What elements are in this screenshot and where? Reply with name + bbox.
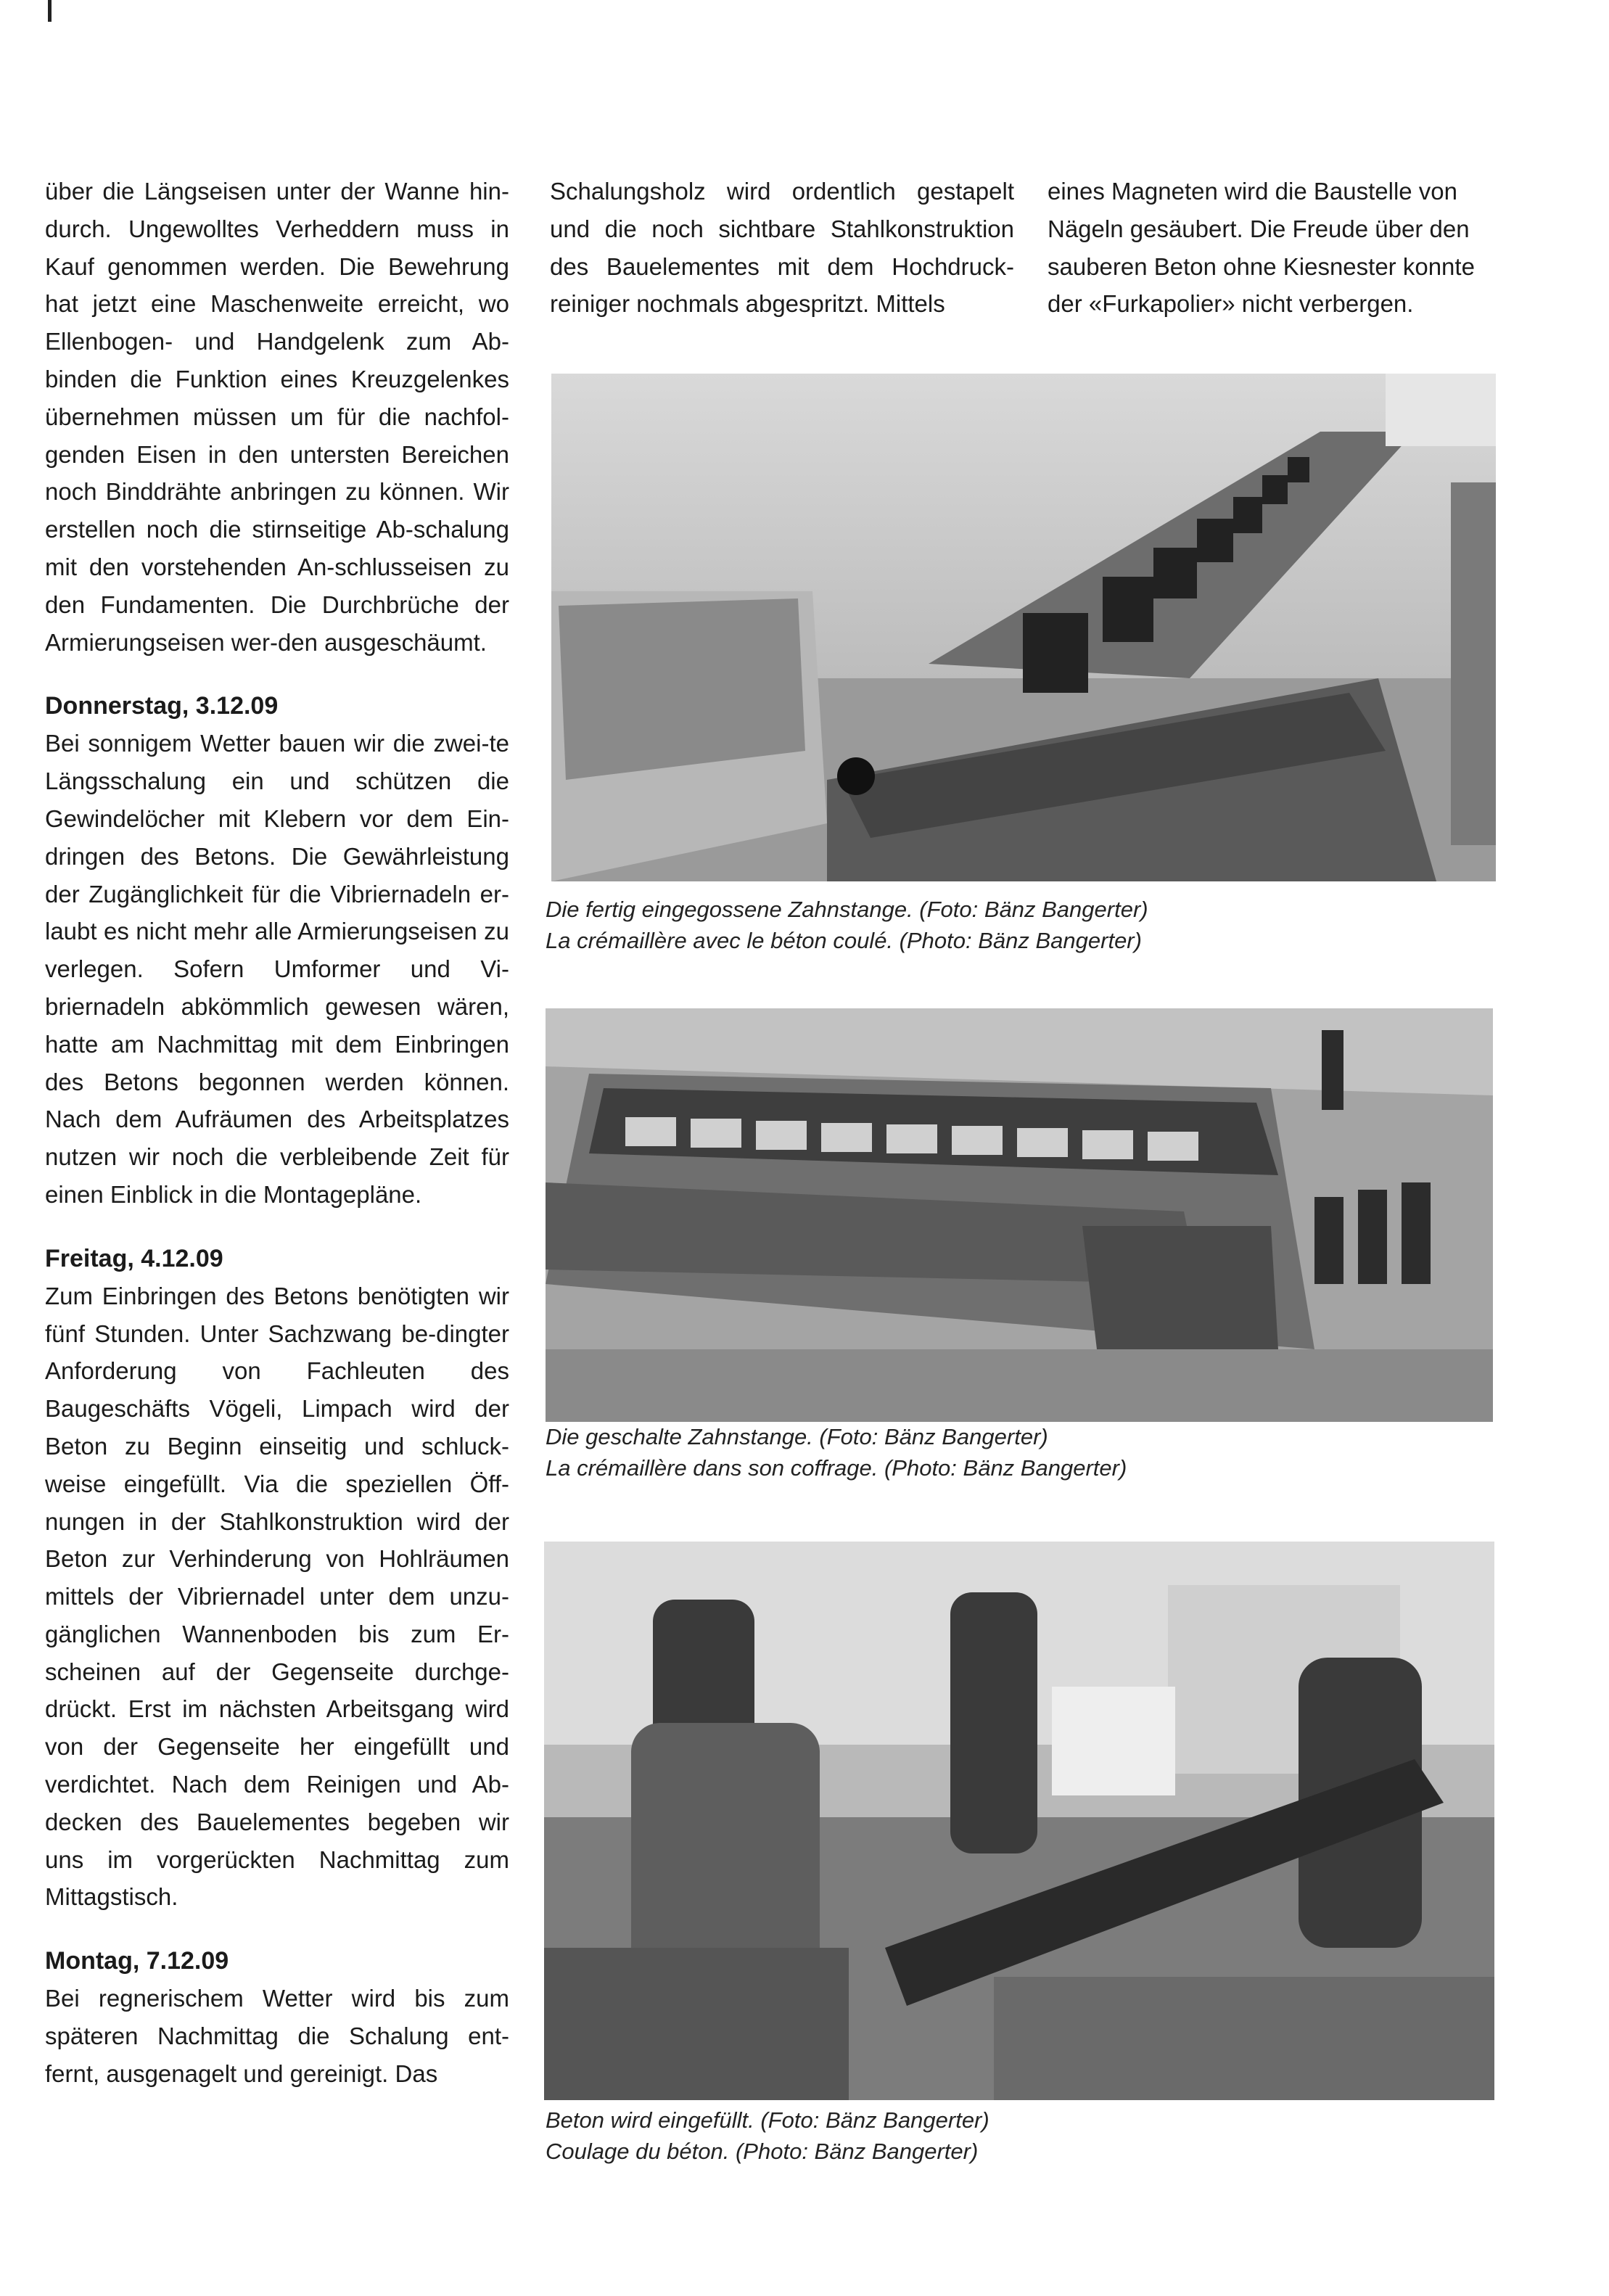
section-text-donnerstag: Bei sonnigem Wetter bauen wir die zwei-te Längsschalung ein und schützen die Gewindelöcher mit Klebern vor dem Ein-dringen des Betons. Die Gewährleistung der Zugänglichkeit für die Vibriernadeln er-laubt es nicht mehr alle Armierungseisen zu verlegen. Sofern Umformer und Vi-briernadeln abkömmlich gewesen wären, hatte am Nachmittag mit dem Einbringen des Betons begonnen werden können. Nach dem Aufräumen des Arbeitsplatzes nutzen wir noch die verbleibende Zeit für einen Einblick in die Montagepläne. xyxy=(45,730,509,1208)
section-text-freitag: Zum Einbringen des Betons benötigten wir fünf Stunden. Unter Sachzwang be-dingter Anforderung von Fachleuten des Baugeschäfts Vögeli, Limpach wird der Beton zu Beginn einseitig und schluck-weise eingefüllt. Via die speziellen Öff-nungen in der Stahlkonstruktion wird der Beton zur Verhinderung von Hohlräumen mittels der Vibriernadel unter dem unzu-gänglichen Wannenboden bis zum Er-scheinen auf der Gegenseite durchge-drückt. Erst im nächsten Arbeitsgang wird von der Gegenseite her eingefüllt und verdichtet. Nach dem Reinigen und Ab-decken des Bauelementes begeben wir uns im vorgerückten Nachmittag zum Mittagstisch. xyxy=(45,1282,509,1911)
middle-text-column xyxy=(550,173,1014,323)
caption-photo-2-de: Die geschalte Zahnstange. (Foto: Bänz Bangerter) xyxy=(546,1424,1048,1449)
section-text-montag: Bei regnerischem Wetter wird bis zum späteren Nachmittag die Schalung ent-fernt, ausgenagelt und gereinigt. Das xyxy=(45,1985,509,2087)
section-heading-freitag: Freitag, 4.12.09 xyxy=(45,1244,223,1272)
caption-photo-1 xyxy=(546,894,1496,956)
section-heading-donnerstag: Donnerstag, 3.12.09 xyxy=(45,692,279,720)
middle-paragraph: Schalungsholz wird ordentlich gestapelt und die noch sichtbare Stahlkonstruktion des Bauelementes mit dem Hochdruck-reiniger nochmals abgespritzt. Mittels xyxy=(550,178,1014,318)
photo-concrete-pouring xyxy=(544,1542,1494,2100)
caption-photo-2-fr: La crémaillère dans son coffrage. (Photo: Bänz Bangerter) xyxy=(546,1455,1127,1481)
photo-rack-rail-formwork xyxy=(546,1008,1493,1422)
margin-mark xyxy=(48,0,52,22)
caption-photo-3-de: Beton wird eingefüllt. (Foto: Bänz Bangerter) xyxy=(546,2107,989,2133)
section-heading-montag: Montag, 7.12.09 xyxy=(45,1947,229,1975)
caption-photo-3 xyxy=(546,2104,1496,2167)
caption-photo-1-de: Die fertig eingegossene Zahnstange. (Foto: Bänz Bangerter) xyxy=(546,897,1148,922)
photo-rack-rail-cast xyxy=(551,374,1496,881)
left-text-column xyxy=(45,173,509,2093)
right-paragraph: eines Magneten wird die Baustelle von Nägeln gesäubert. Die Freude über den sauberen Beton ohne Kiesnester konnte der «Furkapolier» nicht verbergen. xyxy=(1048,178,1475,318)
caption-photo-2 xyxy=(546,1421,1496,1484)
caption-photo-3-fr: Coulage du béton. (Photo: Bänz Bangerter) xyxy=(546,2139,979,2164)
intro-paragraph: über die Längseisen unter der Wanne hin-durch. Ungewolltes Verheddern muss in Kauf genommen werden. Die Bewehrung hat jetzt eine Maschenweite erreicht, wo Ellenbogen- und Handgelenk zum Ab-binden die Funktion eines Kreuzgelenkes übernehmen müssen um für die nachfol-genden Eisen in den untersten Bereichen noch Binddrähte anbringen zu können. Wir erstellen noch die stirnseitige Ab-schalung mit den vorstehenden An-schlusseisen zu den Fundamenten. Die Durchbrüche der Armierungseisen wer-den ausgeschäumt. xyxy=(45,178,509,656)
right-text-column xyxy=(1048,173,1512,323)
caption-photo-1-fr: La crémaillère avec le béton coulé. (Photo: Bänz Bangerter) xyxy=(546,928,1142,953)
